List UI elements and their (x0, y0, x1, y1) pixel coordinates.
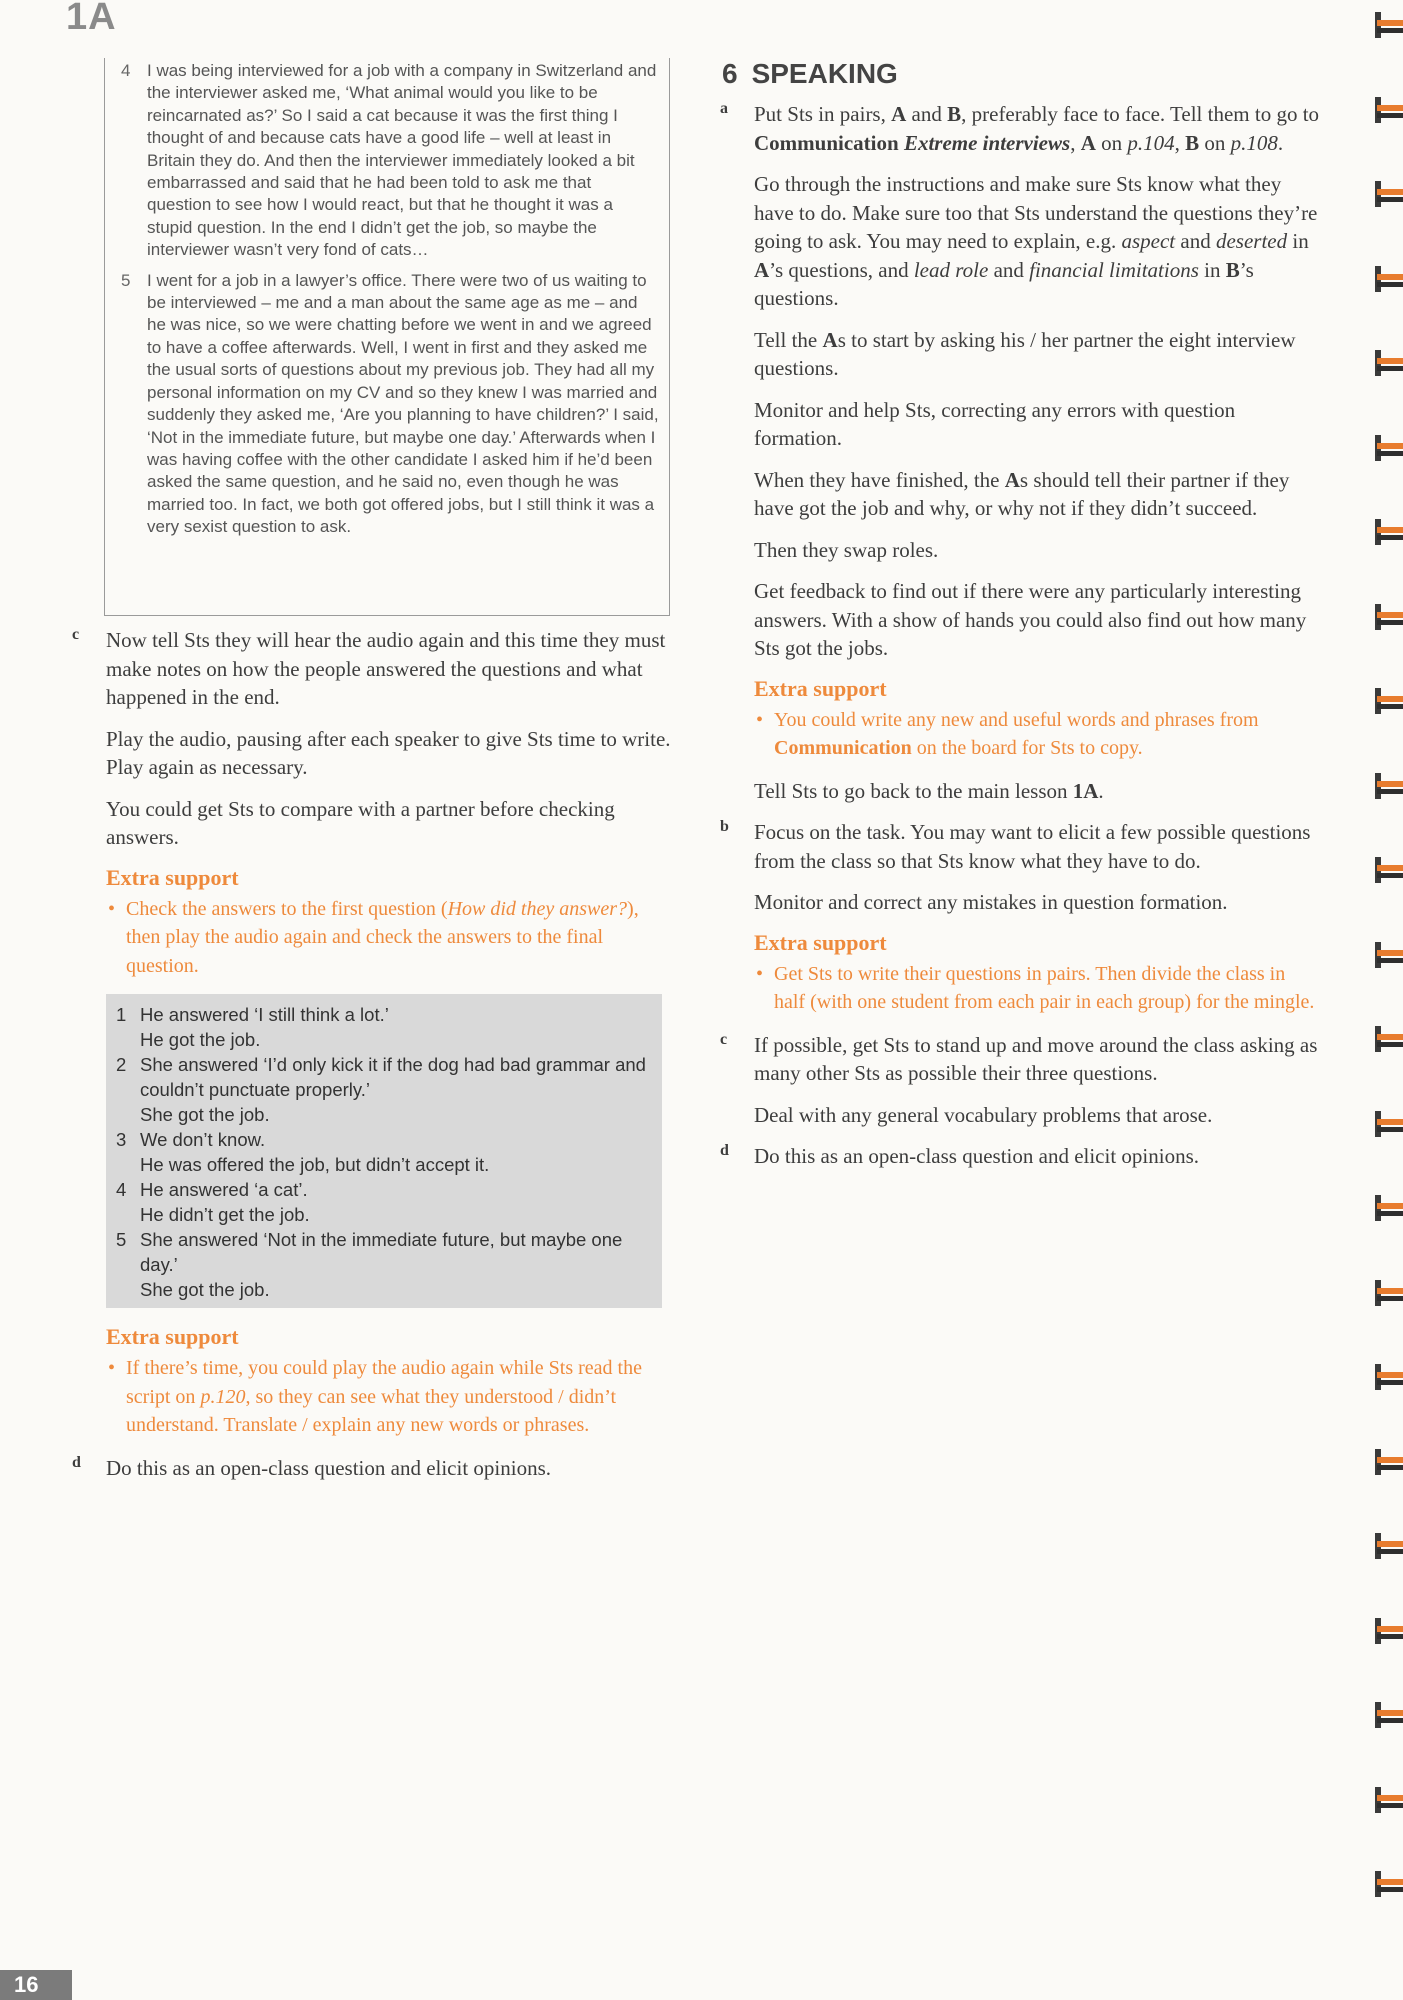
step-letter: d (72, 1453, 81, 1471)
instruction-paragraph: Tell Sts to go back to the main lesson 1A. (754, 778, 1104, 803)
step-b (720, 818, 1320, 917)
spiral-coil-icon (1369, 519, 1403, 547)
spiral-coil-icon (1369, 1364, 1403, 1392)
step-letter: a (720, 100, 728, 117)
instruction-paragraph: If possible, get Sts to stand up and move around the class asking as many other Sts as possible their three questions. (754, 1032, 1318, 1085)
answer-item: 4 He answered ‘a cat’. He didn’t get the job. (116, 1179, 310, 1225)
instruction-paragraph: Do this as an open-class question and elicit opinions. (106, 1455, 552, 1480)
instruction-paragraph: You could get Sts to compare with a partner before checking answers. (106, 796, 615, 849)
bullet-icon: • (756, 962, 764, 985)
right-column (720, 58, 1320, 1184)
instruction-paragraph: Go through the instructions and make sure Sts know what they have to do. Make sure too that Sts understand the questions they’re going to ask. You may need to explain, e.g. aspect and deserted in A’s questions, and lead role and financial limitations in B’s questions. (754, 172, 1318, 310)
spiral-coil-icon (1369, 1702, 1403, 1730)
instruction-paragraph: Get feedback to find out if there were any particularly interesting answers. With a show of hands you could also find out how many Sts got the jobs. (754, 579, 1307, 660)
instruction-paragraph: Put Sts in pairs, A and B, preferably face to face. Tell them to go to Communication Extreme interviews, A on p.104, B on p.108. (754, 102, 1320, 155)
spiral-coil-icon (1369, 773, 1403, 801)
instruction-paragraph: Play the audio, pausing after each speaker to give Sts time to write. Play again as necessary. (106, 726, 671, 779)
spiral-coil-icon (1369, 1449, 1403, 1477)
answer-item: 5 She answered ‘Not in the immediate future, but maybe one day.’ She got the job. (116, 1229, 623, 1300)
step-letter: b (720, 818, 729, 835)
script-number: 5 (121, 270, 131, 290)
bullet-icon: • (108, 1357, 116, 1379)
instruction-paragraph: Monitor and correct any mistakes in question formation. (754, 890, 1228, 914)
script-item-4 (115, 60, 659, 262)
left-column (72, 626, 672, 1495)
spiral-coil-icon (1369, 97, 1403, 125)
script-number: 4 (121, 61, 131, 80)
spiral-coil-icon (1369, 1787, 1403, 1815)
extra-support-3 (720, 676, 1320, 763)
extra-support-2 (72, 1324, 672, 1440)
lesson-code: 1A (66, 0, 117, 38)
bullet-icon: • (108, 897, 116, 920)
spiral-coil-icon (1369, 1195, 1403, 1223)
step-d-right (720, 1142, 1320, 1171)
extra-support-title: Extra support (754, 675, 887, 701)
section-number: 6 (722, 58, 738, 89)
spiral-coil-icon (1369, 1871, 1403, 1899)
step-letter: c (72, 626, 80, 643)
extra-support-text: • Check the answers to the first question (How did they answer?), then play the audio again and check the answers to the final question. (106, 895, 672, 981)
spiral-coil-icon (1369, 266, 1403, 294)
extra-support-text: • If there’s time, you could play the audio again while Sts read the script on p.120, so they can see what they understood / didn’t understand. Translate / explain any new words or phrases. (106, 1354, 672, 1440)
instruction-paragraph: Monitor and help Sts, correcting any errors with question formation. (754, 397, 1236, 450)
spiral-coil-icon (1369, 435, 1403, 463)
spiral-coil-icon (1369, 181, 1403, 209)
answer-key-box (106, 994, 662, 1308)
audio-script-box (104, 58, 670, 616)
instruction-paragraph: Focus on the task. You may want to elicit a few possible questions from the class so that Sts know what they have to do. (754, 820, 1311, 873)
script-text: I went for a job in a lawyer’s office. There were two of us waiting to be interviewed – me and a man about the same age as me – and he was nice, so we were chatting before we went in and we agreed to have a coffee afterwards. Well, I went in first and they asked me the usual sorts of questions about my previous job. They had all my personal information on my CV and so they knew I was married and suddenly they asked me, ‘Are you planning to have children?’ I said, ‘Not in the immediate future, but maybe one day.’ Afterwards when I was having coffee with the other candidate I asked him if he’d been asked the same question, and he said no, even though he was married too. In fact, we both got offered jobs, but I still think it was a very sexist question to ask. (147, 270, 659, 537)
spiral-coil-icon (1369, 942, 1403, 970)
spiral-coil-icon (1369, 1280, 1403, 1308)
step-c-right (720, 1031, 1320, 1130)
spiral-coil-icon (1369, 1533, 1403, 1561)
spiral-coil-icon (1369, 604, 1403, 632)
spiral-coil-icon (1369, 1618, 1403, 1646)
step-c (72, 626, 672, 852)
bullet-icon: • (756, 708, 764, 731)
instruction-paragraph: When they have finished, the As should tell their partner if they have got the job and why, or why not if they didn’t succeed. (754, 467, 1290, 520)
spiral-coil-icon (1369, 688, 1403, 716)
step-a (720, 100, 1320, 663)
step-letter: d (720, 1142, 729, 1159)
step-letter: c (720, 1030, 728, 1048)
extra-support-1 (72, 865, 672, 981)
extra-support-title: Extra support (106, 1324, 239, 1349)
instruction-paragraph: Now tell Sts they will hear the audio again and this time they must make notes on how the people answered the questions and what happened in the end. (106, 628, 666, 709)
page-number: 16 (0, 1970, 72, 2000)
step-d-left (72, 1454, 672, 1483)
spiral-coil-icon (1369, 12, 1403, 40)
spiral-binding-icon (1363, 0, 1403, 2000)
answer-item: 1 He answered ‘I still think a lot.’ He got the job. (116, 1004, 389, 1050)
answer-item: 3 We don’t know. He was offered the job, but didn’t accept it. (116, 1129, 490, 1175)
script-text: I was being interviewed for a job with a company in Switzerland and the interviewer asked me, ‘What animal would you like to be reincarnated as?’ So I said a cat because it was the first thing I thought of and because cats have a good life – well at least in Britain they do. And then the interviewer immediately looked a bit embarrassed and said that he had been told to ask me that question to see how I would react, but that he thought it was a stupid question. In the end I didn’t get the job, so maybe the interviewer wasn’t very fond of cats… (147, 61, 657, 260)
section-heading (722, 58, 1320, 90)
spiral-coil-icon (1369, 857, 1403, 885)
extra-support-text: • You could write any new and useful words and phrases from Communication on the board for Sts to copy. (754, 706, 1320, 763)
instruction-paragraph: Do this as an open-class question and elicit opinions. (754, 1144, 1200, 1168)
instruction-paragraph: Deal with any general vocabulary problems that arose. (754, 1102, 1213, 1127)
extra-support-title: Extra support (754, 929, 887, 955)
spiral-coil-icon (1369, 1026, 1403, 1054)
spiral-coil-icon (1369, 1111, 1403, 1139)
extra-support-text: • Get Sts to write their questions in pairs. Then divide the class in half (with one student from each pair in each group) for the mingle. (754, 960, 1320, 1017)
section-title: SPEAKING (751, 58, 898, 89)
script-item-5 (115, 270, 659, 539)
extra-support-title: Extra support (106, 864, 239, 890)
extra-support-4 (720, 930, 1320, 1017)
spiral-coil-icon (1369, 350, 1403, 378)
answer-item: 2 She answered ‘I’d only kick it if the dog had bad grammar and couldn’t punctuate properly.’ She got the job. (116, 1054, 646, 1125)
instruction-paragraph: Tell the As to start by asking his / her partner the eight interview questions. (754, 327, 1296, 380)
instruction-paragraph: Then they swap roles. (754, 537, 939, 562)
